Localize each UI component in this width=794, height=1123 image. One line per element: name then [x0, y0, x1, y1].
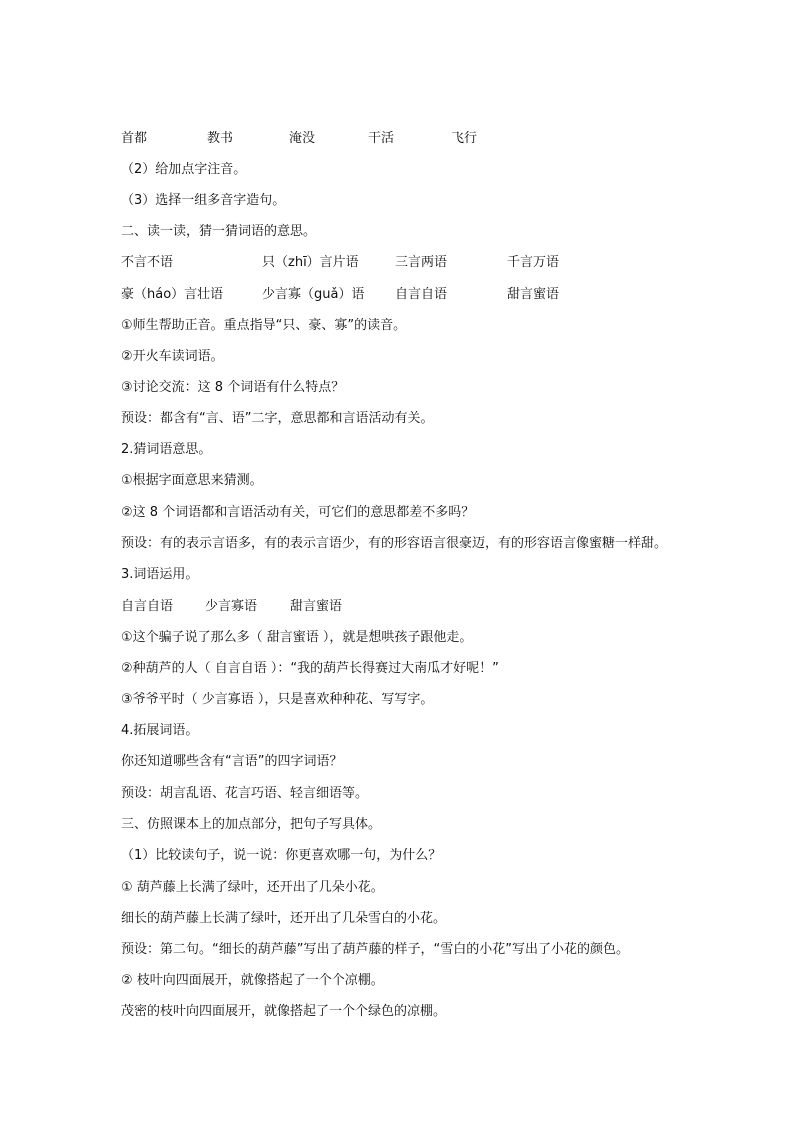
idiom: 豪（háo）言壮语 [121, 287, 224, 302]
usage-word: 自言自语 [121, 599, 174, 614]
usage-word: 少言寡语 [205, 599, 258, 614]
text-line: 3.词语运用。 [121, 567, 199, 582]
text-line: （1）比较读句子，说一说：你更喜欢哪一句，为什么？ [121, 848, 442, 863]
text-line: ③爷爷平时（ 少言寡语 ），只是喜欢种种花、写写字。 [121, 692, 434, 707]
idiom: 自言自语 [395, 287, 448, 302]
word: 首都 [121, 131, 148, 146]
text-line: 预设：都含有“言、语”二字，意思都和言语活动有关。 [121, 411, 434, 426]
section-3-title: 三、仿照课本上的加点部分，把句子写具体。 [121, 817, 382, 832]
text-line: 预设：第二句。“细长的葫芦藤”写出了葫芦藤的样子，“雪白的小花”写出了小花的颜色。 [121, 942, 629, 957]
idiom: 甜言蜜语 [507, 287, 560, 302]
word: 淹没 [289, 131, 316, 146]
text-line: ②这 8 个词语都和言语活动有关，可它们的意思都差不多吗？ [121, 505, 475, 520]
text-line: 预设：有的表示言语多，有的表示言语少，有的形容语言很豪迈，有的形容语言像蜜糖一样甜。 [121, 536, 668, 551]
word: 教书 [207, 131, 234, 146]
idiom: 只（zhī）言片语 [262, 255, 359, 270]
text-line: 细长的葫芦藤上长满了绿叶，还开出了几朵雪白的小花。 [121, 911, 447, 926]
usage-word: 甜言蜜语 [290, 599, 343, 614]
text-line: ② 枝叶向四面展开，就像搭起了一个个凉棚。 [121, 973, 384, 988]
text-line: ① 葫芦藤上长满了绿叶，还开出了几朵小花。 [121, 880, 384, 895]
text-line: ②种葫芦的人（ 自言自语 ）：“我的葫芦长得赛过大南瓜才好呢！” [121, 661, 499, 676]
text-line: ③讨论交流：这 8 个词语有什么特点？ [121, 380, 345, 395]
word: 飞行 [451, 131, 478, 146]
text-line: ①师生帮助正音。重点指导“只、豪、寡”的读音。 [121, 318, 407, 333]
text-line: 预设：胡言乱语、花言巧语、轻言细语等。 [121, 786, 369, 801]
word: 干活 [368, 131, 395, 146]
section-2-title: 二、读一读，猜一猜词语的意思。 [121, 224, 317, 239]
text-line: 2.猜词语意思。 [121, 442, 212, 457]
idiom: 不言不语 [121, 255, 174, 270]
idiom: 少言寡（guǎ）语 [262, 287, 365, 302]
text-line: ②开火车读词语。 [121, 349, 224, 364]
idiom: 三言两语 [395, 255, 448, 270]
idiom: 千言万语 [507, 255, 560, 270]
text-line: 4.拓展词语。 [121, 723, 199, 738]
question-3: （3）选择一组多音字造句。 [121, 193, 286, 208]
text-line: 你还知道哪些含有“言语”的四字词语？ [121, 754, 343, 769]
text-line: 茂密的枝叶向四面展开，就像搭起了一个个绿色的凉棚。 [121, 1004, 447, 1019]
question-2: （2）给加点字注音。 [121, 162, 247, 177]
text-line: ①根据字面意思来猜测。 [121, 473, 263, 488]
text-line: ①这个骗子说了那么多（ 甜言蜜语 ），就是想哄孩子跟他走。 [121, 630, 473, 645]
